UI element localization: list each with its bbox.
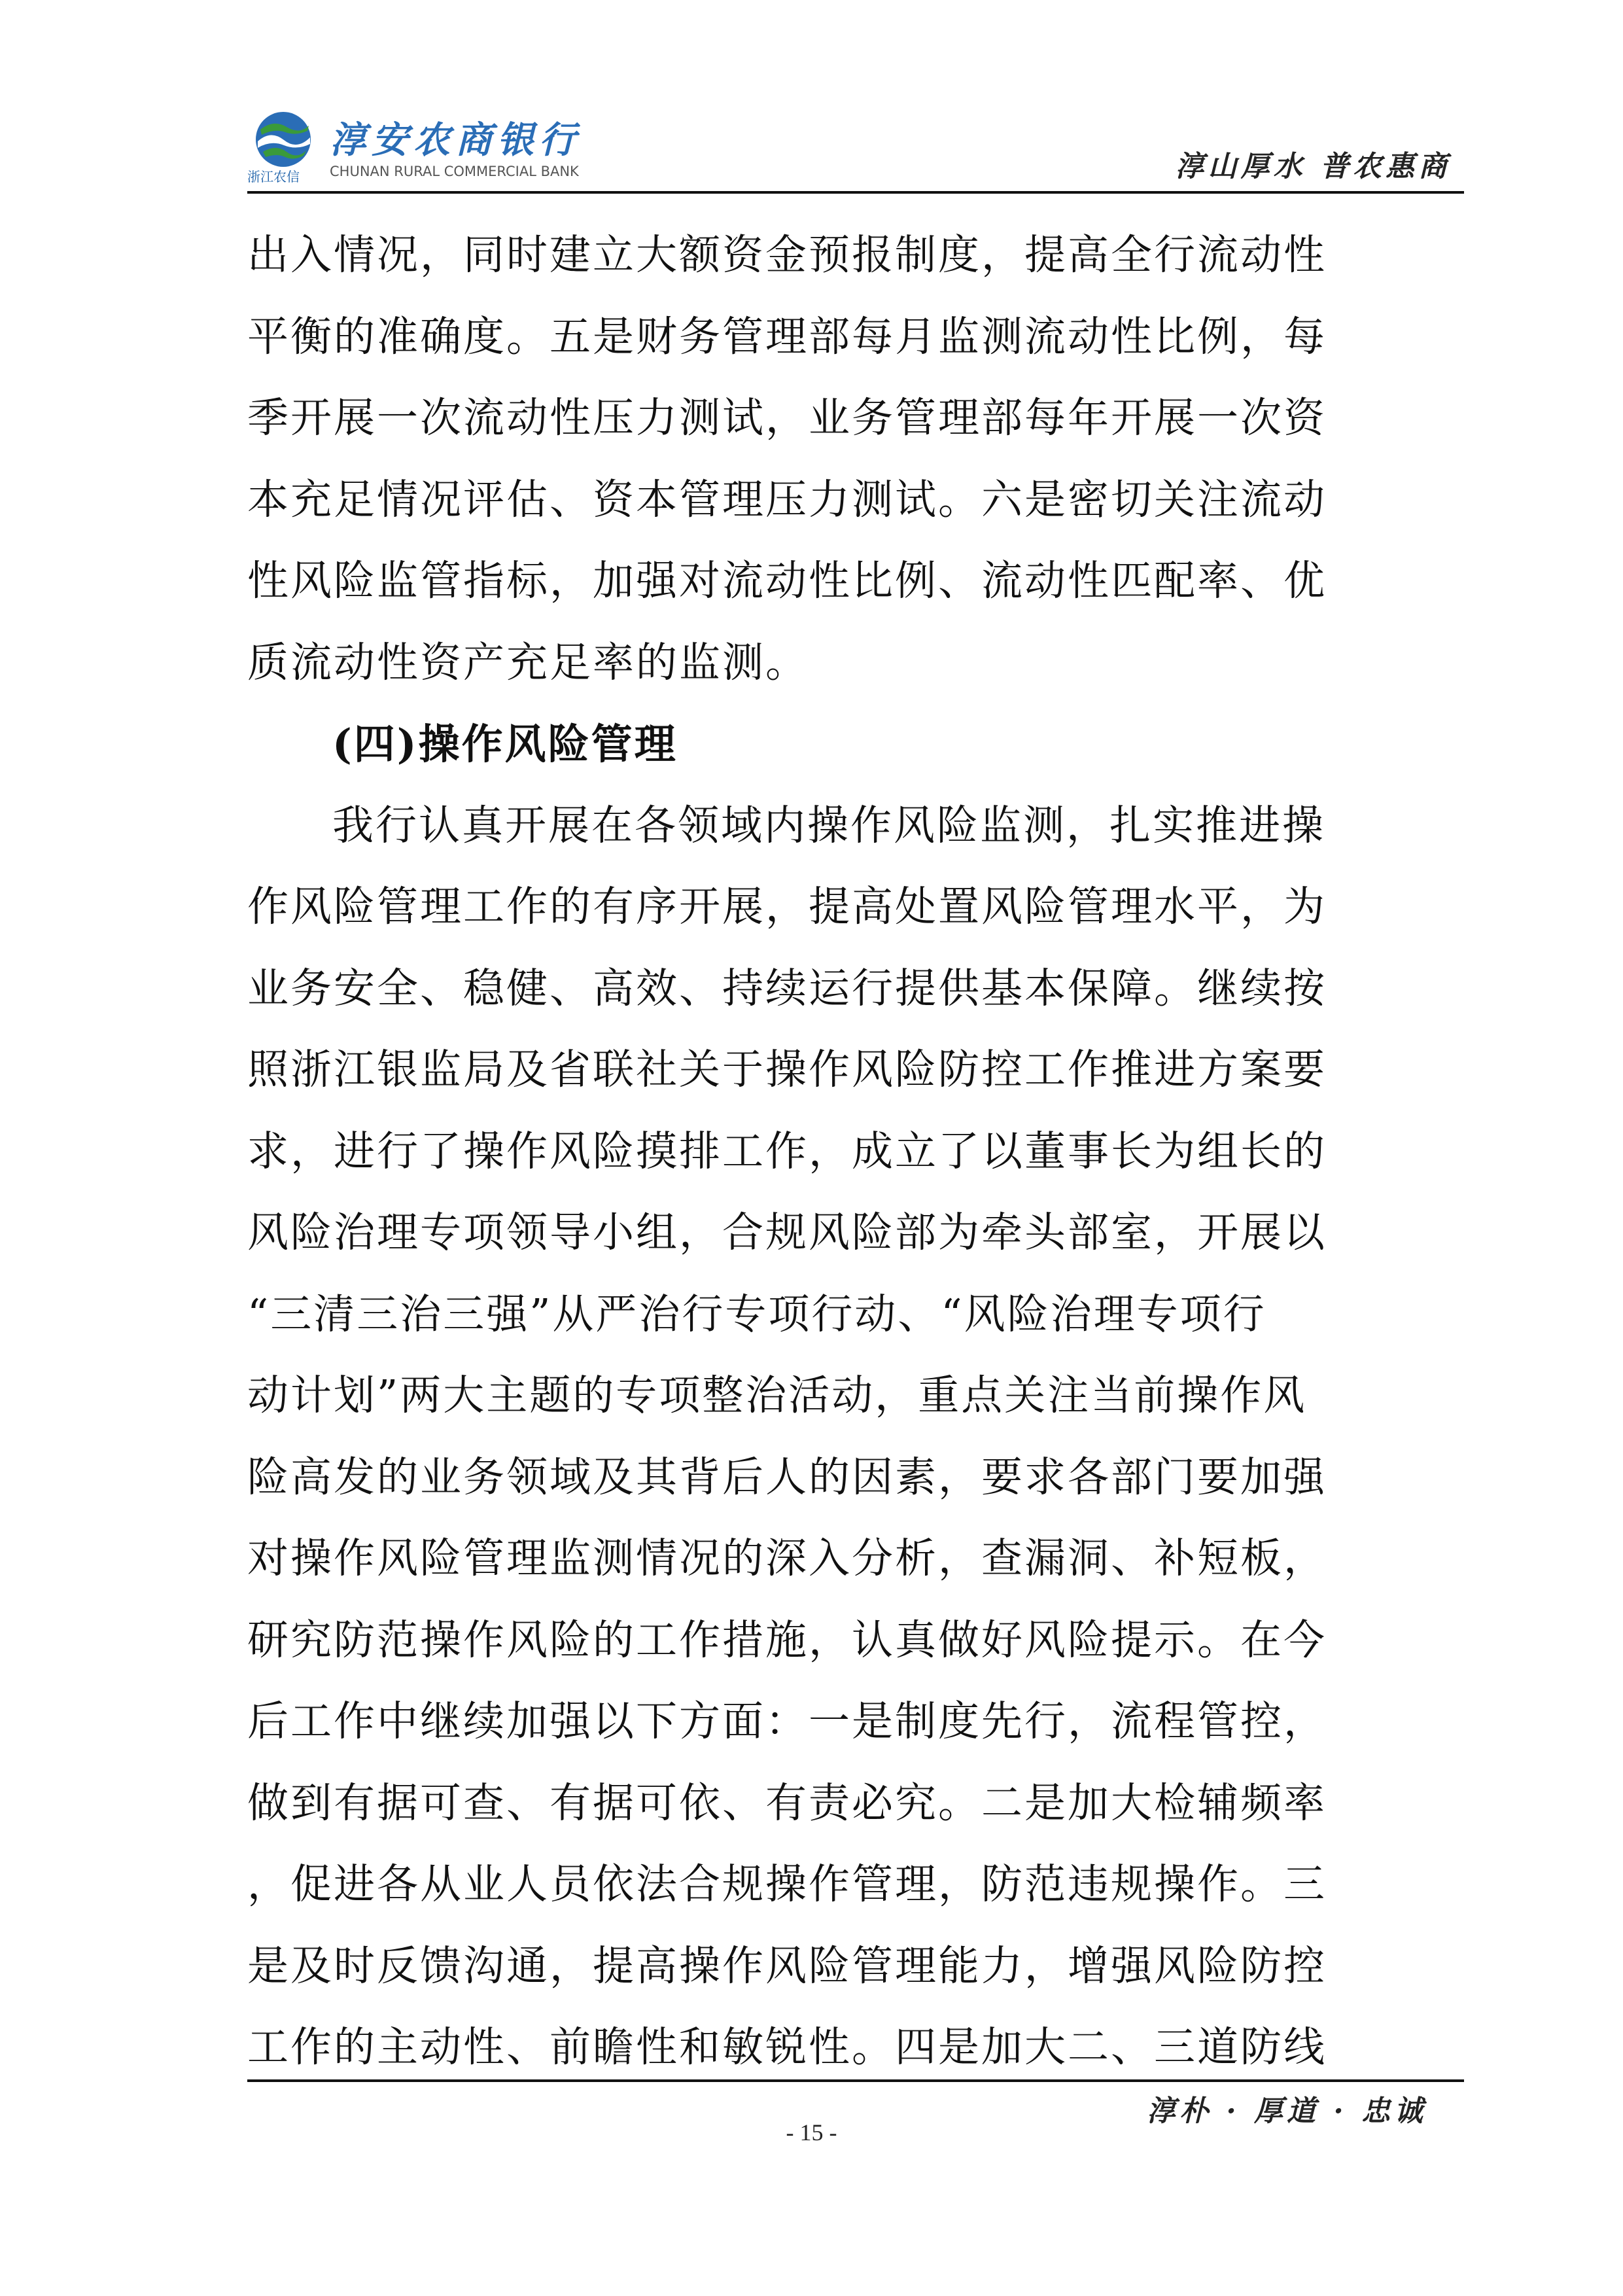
header-slogan: 淳山厚水 普农惠商 bbox=[1175, 150, 1451, 183]
paragraph-line: 险高发的业务领域及其背后人的因素，要求各部门要加强 bbox=[247, 1453, 1327, 1501]
paragraph-line: 后工作中继续加强以下方面：一是制度先行，流程管控， bbox=[247, 1697, 1327, 1745]
bank-name: 淳安农商银行 bbox=[330, 118, 581, 162]
paragraph-line: 出入情况，同时建立大额资金预报制度，提高全行流动性 bbox=[247, 231, 1327, 279]
page-number: - 15 - bbox=[786, 2119, 837, 2146]
footer-slogan: 淳朴 · 厚道 · 忠诚 bbox=[1147, 2094, 1427, 2128]
paragraph-line: 对操作风险管理监测情况的深入分析，查漏洞、补短板， bbox=[247, 1534, 1327, 1582]
paragraph-line: 我行认真开展在各领域内操作风险监测，扎实推进操 bbox=[332, 801, 1325, 849]
paragraph-line: 本充足情况评估、资本管理压力测试。六是密切关注流动 bbox=[247, 475, 1327, 523]
paragraph-line: 动计划”两大主题的专项整治活动，重点关注当前操作风 bbox=[247, 1371, 1307, 1419]
section-heading: (四)操作风险管理 bbox=[332, 720, 678, 768]
bank-name-english: CHUNAN RURAL COMMERCIAL BANK bbox=[330, 164, 579, 179]
paragraph-line: 照浙江银监局及省联社关于操作风险防控工作推进方案要 bbox=[247, 1046, 1327, 1093]
paragraph-line: 性风险监管指标，加强对流动性比例、流动性匹配率、优 bbox=[247, 557, 1327, 605]
paragraph-line: 平衡的准确度。五是财务管理部每月监测流动性比例，每 bbox=[247, 312, 1327, 361]
document-body bbox=[247, 215, 1340, 2089]
paragraph-line: 研究防范操作风险的工作措施，认真做好风险提示。在今 bbox=[247, 1616, 1327, 1664]
header-divider bbox=[247, 191, 1464, 194]
paragraph-line: 是及时反馈沟通，提高操作风险管理能力，增强风险防控 bbox=[247, 1941, 1327, 1990]
paragraph-line: 风险治理专项领导小组，合规风险部为牵头部室，开展以 bbox=[247, 1209, 1327, 1256]
bank-logo-icon bbox=[254, 110, 313, 169]
paragraph-line: 工作的主动性、前瞻性和敏锐性。四是加大二、三道防线 bbox=[247, 2023, 1327, 2071]
paragraph-line: 业务安全、稳健、高效、持续运行提供基本保障。继续按 bbox=[247, 964, 1327, 1012]
footer-divider bbox=[247, 2079, 1464, 2082]
paragraph-line: 做到有据可查、有据可依、有责必究。二是加大检辅频率 bbox=[247, 1778, 1327, 1827]
logo-subtitle: 浙江农信 bbox=[247, 169, 300, 185]
paragraph-line: 质流动性资产充足率的监测。 bbox=[247, 638, 809, 686]
page-header bbox=[247, 98, 1464, 196]
paragraph-line: “三清三治三强”从严治行专项行动、“风险治理专项行 bbox=[247, 1290, 1266, 1338]
paragraph-line: ，促进各从业人员依法合规操作管理，防范违规操作。三 bbox=[247, 1860, 1327, 1908]
paragraph-line: 求，进行了操作风险摸排工作，成立了以董事长为组长的 bbox=[247, 1127, 1327, 1175]
paragraph-line: 作风险管理工作的有序开展，提高处置风险管理水平，为 bbox=[247, 883, 1327, 930]
paragraph-line: 季开展一次流动性压力测试，业务管理部每年开展一次资 bbox=[247, 394, 1327, 442]
